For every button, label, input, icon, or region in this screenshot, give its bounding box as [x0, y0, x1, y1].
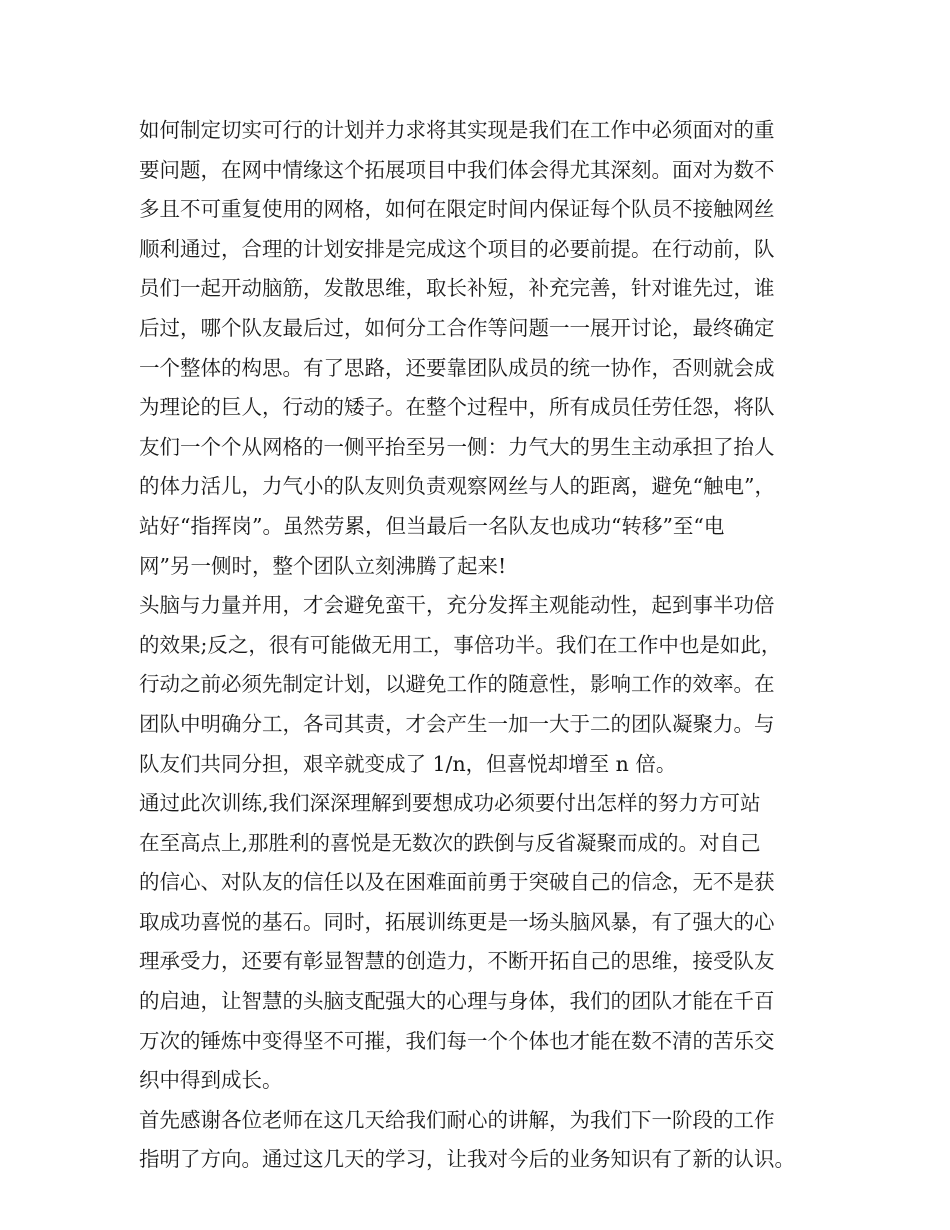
paragraph-thanks	[139, 1101, 829, 1180]
text-line: 通过此次训练,我们深深理解到要想成功必须要付出怎样的努力方可站	[139, 791, 761, 816]
text-line: 后过，哪个队友最后过，如何分工合作等问题一一展开讨论，最终确定	[139, 315, 775, 340]
text-line: 为理论的巨人，行动的矮子。在整个过程中，所有成员任劳任怨，将队	[139, 395, 775, 420]
text-line: 网”另一侧时，整个团队立刻沸腾了起来!	[139, 553, 507, 578]
text-line: 如何制定切实可行的计划并力求将其实现是我们在工作中必须面对的重	[139, 118, 775, 142]
text-line: 多且不可重复使用的网格，如何在限定时间内保证每个队员不接触网丝	[139, 197, 775, 222]
text-line: 的信心、对队友的信任以及在困难面前勇于突破自己的信念，无不是获	[139, 870, 775, 895]
paragraph-teamwork	[139, 586, 829, 784]
text-line: 万次的锤炼中变得坚不可摧，我们每一个个体也才能在数不清的苦乐交	[139, 1028, 775, 1053]
text-line: 指明了方向。通过这几天的学习，让我对今后的业务知识有了新的认识。	[139, 1147, 795, 1172]
text-line: 员们一起开动脑筋，发散思维，取长补短，补充完善，针对谁先过，谁	[139, 276, 775, 301]
document-body	[139, 111, 829, 1180]
text-line: 取成功喜悦的基石。同时，拓展训练更是一场头脑风暴，有了强大的心	[139, 909, 775, 934]
paragraph-planning	[139, 111, 829, 586]
text-line: 织中得到成长。	[139, 1068, 283, 1093]
text-line: 在至高点上,那胜利的喜悦是无数次的跌倒与反省凝聚而成的。对自己	[139, 830, 761, 855]
text-line: 的启迪，让智慧的头脑支配强大的心理与身体，我们的团队才能在千百	[139, 989, 775, 1014]
text-line: 队友们共同分担，艰辛就变成了 1/n，但喜悦却增至 n 倍。	[139, 751, 677, 776]
text-line: 首先感谢各位老师在这几天给我们耐心的讲解，为我们下一阶段的工作	[139, 1107, 775, 1132]
text-line: 顺利通过，合理的计划安排是完成这个项目的必要前提。在行动前，队	[139, 236, 775, 261]
paragraph-reflection	[139, 784, 829, 1101]
text-line: 团队中明确分工，各司其责，才会产生一加一大于二的团队凝聚力。与	[139, 711, 775, 736]
text-line: 理承受力，还要有彰显智慧的创造力，不断开拓自己的思维，接受队友	[139, 949, 775, 974]
text-line: 要问题，在网中情缘这个拓展项目中我们体会得尤其深刻。面对为数不	[139, 157, 775, 182]
text-line: 一个整体的构思。有了思路，还要靠团队成员的统一协作，否则就会成	[139, 355, 775, 380]
text-line: 头脑与力量并用，才会避免蛮干，充分发挥主观能动性，起到事半功倍	[139, 593, 775, 618]
text-line: 行动之前必须先制定计划，以避免工作的随意性，影响工作的效率。在	[139, 672, 775, 697]
text-line: 的效果;反之，很有可能做无用工，事倍功半。我们在工作中也是如此，	[139, 632, 782, 657]
text-line: 友们一个个从网格的一侧平抬至另一侧：力气大的男生主动承担了抬人	[139, 434, 775, 459]
text-line: 站好“指挥岗”。虽然劳累，但当最后一名队友也成功“转移”至“电	[139, 513, 725, 538]
text-line: 的体力活儿，力气小的队友则负责观察网丝与人的距离，避免“触电”，	[139, 474, 775, 499]
